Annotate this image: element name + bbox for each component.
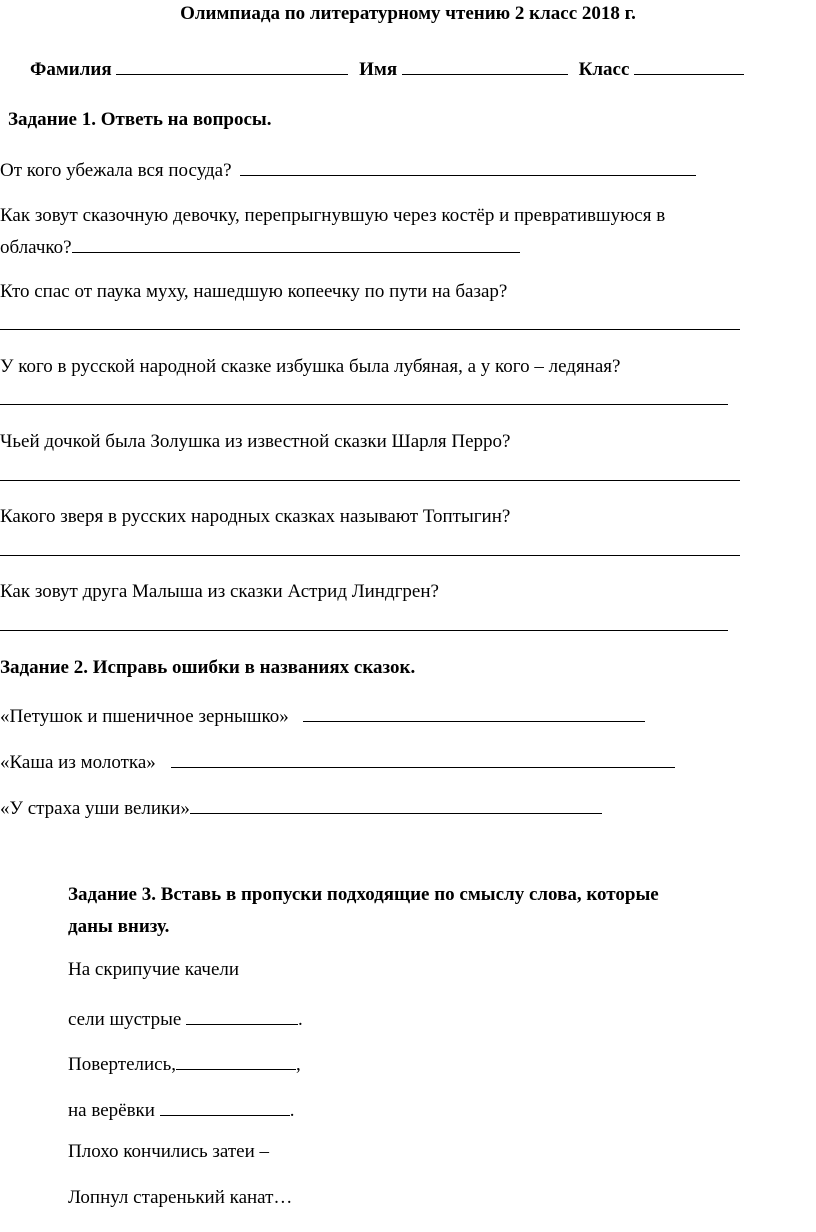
fill-blank[interactable] [176,1051,296,1070]
answer-blank[interactable] [240,157,696,176]
poem-text: сели шустрые [68,1009,182,1030]
poem-line-3 [68,1051,301,1077]
answer-line[interactable] [0,404,728,405]
answer-line[interactable] [0,630,728,631]
fill-blank[interactable] [160,1097,290,1116]
answer-line[interactable] [0,480,740,481]
tale-title: «Каша из молотка» [0,752,156,773]
question-text: облачко? [0,237,72,258]
task2-item-2 [0,749,675,775]
header-fields [30,56,744,82]
fill-blank[interactable] [186,1006,298,1025]
name-label: Имя [359,59,398,80]
question-text: От кого убежала вся посуда? [0,160,232,181]
task1-question-3: Кто спас от паука муху, нашедшую копеечку по пути на базар? [0,281,508,302]
task1-question-1 [0,157,696,183]
task1-question-7: Как зовут друга Малыша из сказки Астрид Линдгрен? [0,581,439,602]
surname-blank[interactable] [116,56,348,75]
task2-item-3 [0,795,602,821]
poem-line-4 [68,1097,294,1123]
task1-question-4: У кого в русской народной сказке избушка была лубяная, а у кого – ледяная? [0,356,621,377]
task3-heading-line1: Задание 3. Вставь в пропуски подходящие по смыслу слова, которые [68,884,659,905]
class-blank[interactable] [634,56,744,75]
correction-blank[interactable] [190,795,602,814]
task2-item-1 [0,703,645,729]
name-blank[interactable] [402,56,568,75]
poem-line-5: Плохо кончились затеи – [68,1141,270,1162]
answer-line[interactable] [0,555,740,556]
correction-blank[interactable] [171,749,675,768]
task3-heading-line2: даны внизу. [68,916,170,937]
poem-punct: . [289,1100,295,1121]
answer-line[interactable] [0,329,740,330]
surname-label: Фамилия [30,59,112,80]
poem-line-6: Лопнул старенький канат… [68,1187,293,1208]
correction-blank[interactable] [303,703,645,722]
task2-heading: Задание 2. Исправь ошибки в названиях сказок. [0,657,416,678]
task1-heading: Задание 1. Ответь на вопросы. [8,109,272,130]
tale-title: «Петушок и пшеничное зернышко» [0,706,289,727]
poem-text: на верёвки [68,1100,155,1121]
poem-line-1: На скрипучие качели [68,959,240,980]
task1-question-2: Как зовут сказочную девочку, перепрыгнувшую через костёр и превратившуюся в [0,205,666,226]
task1-question-2-cont [0,234,520,260]
poem-punct: , [296,1054,301,1075]
answer-blank[interactable] [72,234,520,253]
poem-line-2 [68,1006,303,1032]
poem-text: Повертелись, [68,1054,176,1075]
task1-question-6: Какого зверя в русских народных сказках называют Топтыгин? [0,506,511,527]
task1-question-5: Чьей дочкой была Золушка из известной сказки Шарля Перро? [0,431,511,452]
poem-punct: . [298,1009,303,1030]
document-title: Олимпиада по литературному чтению 2 класс 2018 г. [180,3,636,24]
class-label: Класс [578,59,630,80]
tale-title: «У страха уши велики» [0,798,190,819]
